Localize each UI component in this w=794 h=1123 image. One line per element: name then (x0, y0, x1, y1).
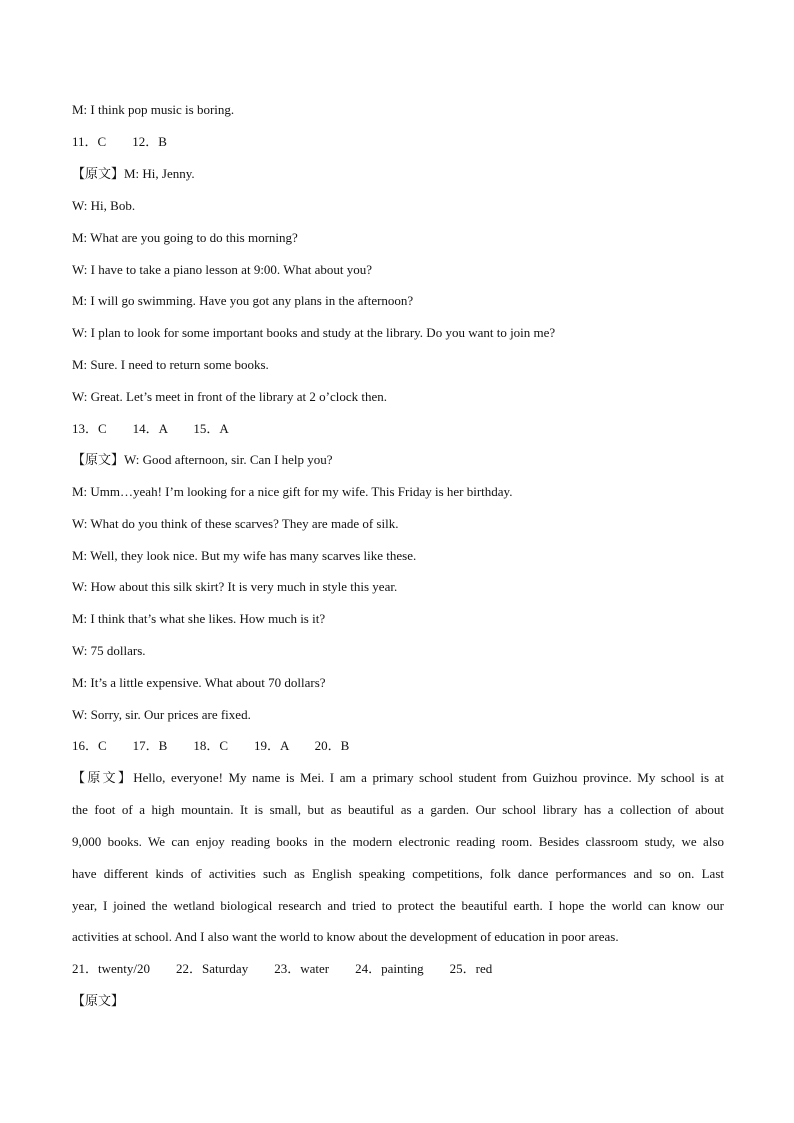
answer-key: 11．C 12．B (72, 134, 167, 149)
dialogue-line: M: I think pop music is boring. (72, 102, 235, 117)
answer-key: 21．twenty/20 22．Saturday 23．water 24．painting 25．red (72, 961, 493, 976)
transcript-start: 【原文】 (72, 993, 125, 1008)
dialogue-line: W: 75 dollars. (72, 643, 146, 658)
paragraph-line: have different kinds of activities such as English speaking competitions, folk dance performances and so on. Last (72, 866, 724, 881)
dialogue-line: W: What do you think of these scarves? They are made of silk. (72, 516, 399, 531)
dialogue-line: M: Well, they look nice. But my wife has many scarves like these. (72, 548, 417, 563)
dialogue-line: W: How about this silk skirt? It is very much in style this year. (72, 579, 398, 594)
dialogue-line: W: I plan to look for some important books and study at the library. Do you want to join me? (72, 325, 556, 340)
dialogue-line: M: I think that’s what she likes. How much is it? (72, 611, 326, 626)
dialogue-line: M: Umm…yeah! I’m looking for a nice gift for my wife. This Friday is her birthday. (72, 484, 513, 499)
paragraph-line: 9,000 books. We can enjoy reading books in the modern electronic reading room. Besides classroom study, we also (72, 834, 724, 849)
dialogue-line: M: Sure. I need to return some books. (72, 357, 269, 372)
paragraph-line: year, I joined the wetland biological research and tried to protect the beautiful earth. I hope the world can know our (72, 898, 724, 913)
answer-key: 16．C 17．B 18．C 19．A 20．B (72, 738, 350, 753)
paragraph-line: 【原文】Hello, everyone! My name is Mei. I am a primary school student from Guizhou province. My school is at (72, 770, 724, 785)
transcript-start: 【原文】W: Good afternoon, sir. Can I help you? (72, 452, 333, 467)
answer-key: 13．C 14．A 15．A (72, 421, 229, 436)
paragraph-line: activities at school. And I also want the world to know about the development of education in poor areas. (72, 929, 619, 944)
dialogue-line: W: Sorry, sir. Our prices are fixed. (72, 707, 251, 722)
transcript-start: 【原文】M: Hi, Jenny. (72, 166, 195, 181)
dialogue-line: M: I will go swimming. Have you got any plans in the afternoon? (72, 293, 414, 308)
dialogue-line: M: What are you going to do this morning? (72, 230, 298, 245)
paragraph-line: the foot of a high mountain. It is small, but as beautiful as a garden. Our school library has a collection of about (72, 802, 724, 817)
dialogue-line: M: It’s a little expensive. What about 70 dollars? (72, 675, 326, 690)
dialogue-line: W: Great. Let’s meet in front of the library at 2 o’clock then. (72, 389, 388, 404)
dialogue-line: W: Hi, Bob. (72, 198, 136, 213)
dialogue-line: W: I have to take a piano lesson at 9:00. What about you? (72, 262, 372, 277)
